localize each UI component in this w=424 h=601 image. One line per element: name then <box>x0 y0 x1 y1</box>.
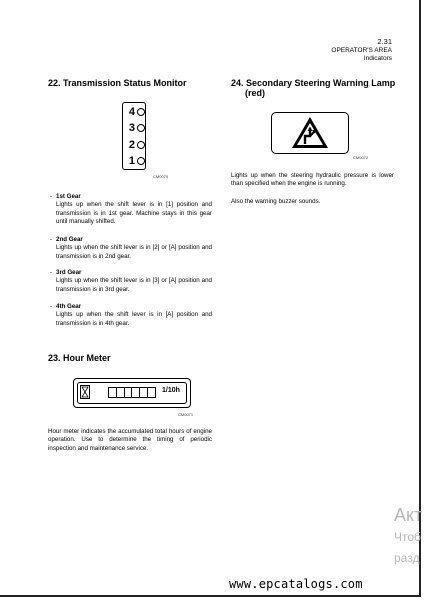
site-watermark: www.epcatalogs.com <box>229 577 363 591</box>
section-24-title-line1: 24. Secondary Steering Warning Lamp <box>231 78 396 88</box>
activation-watermark-line3: разд <box>394 551 420 565</box>
gear-item-title: - 4th Gear <box>56 303 212 311</box>
gear-label: 2 <box>128 139 135 151</box>
hour-meter-figure <box>73 378 191 408</box>
figure-code: CM0070 <box>153 174 169 179</box>
gear-1-indicator <box>126 154 148 168</box>
page-header <box>331 38 392 64</box>
gear-label: 3 <box>128 122 135 134</box>
hour-meter-text: Hour meter indicates the accumulated total hours of engine operation. Use to determine the timing of periodic inspection and maintenance service. <box>48 428 212 452</box>
gear-item-2 <box>56 236 212 261</box>
section-23-title: 23. Hour Meter <box>48 353 111 363</box>
gear-item-3 <box>56 269 212 294</box>
gear-item-text: Lights up when the shift lever is in [1] position and transmission is in 1st gear. Machine stays in this gear until manually shifted. <box>56 201 212 226</box>
gear-item-title: - 2nd Gear <box>56 236 212 244</box>
meter-digits <box>108 387 156 398</box>
gear-item-title: - 1st Gear <box>56 193 212 201</box>
lamp-circle-icon <box>137 124 145 132</box>
subsection-name: Indicators <box>363 55 392 62</box>
page-number: 2.31 <box>377 37 392 46</box>
lamp-circle-icon <box>137 108 145 116</box>
gear-4-indicator <box>126 105 148 119</box>
section-24-title <box>231 78 396 98</box>
lamp-circle-icon <box>137 141 145 149</box>
transmission-monitor-figure <box>122 102 146 170</box>
figure-code: CM0071 <box>178 412 194 417</box>
gear-item-4 <box>56 303 212 328</box>
section-name: OPERATOR'S AREA <box>331 46 392 54</box>
lamp-circle-icon <box>137 157 145 165</box>
gear-item-text: Lights up when the shift lever is in [3] or [A] position and transmission is in 3rd gear. <box>56 277 212 293</box>
steering-lamp-text-2: Also the warning buzzer sounds. <box>231 198 321 205</box>
gear-item-title: - 3rd Gear <box>56 269 212 277</box>
activation-watermark-line1: Акт <box>394 505 423 525</box>
gear-item-text: Lights up when the shift lever is in [A] position and transmission is in 4th gear. <box>56 311 212 327</box>
steering-warning-lamp-figure <box>271 112 349 154</box>
meter-unit-label: 1/10h <box>162 387 180 394</box>
gear-3-indicator <box>126 121 148 135</box>
gear-label: 4 <box>128 106 135 118</box>
section-22-title: 22. Transmission Status Monitor <box>48 78 187 88</box>
steering-lamp-text-1: Lights up when the steering hydraulic pressure is lower than specified when the engine is running. <box>231 172 394 188</box>
steering-warning-triangle-icon <box>272 113 348 153</box>
hourglass-icon <box>80 385 90 399</box>
section-24-title-line2: (red) <box>245 88 265 98</box>
gear-item-1 <box>56 193 212 227</box>
gear-2-indicator <box>126 138 148 152</box>
gear-item-text: Lights up when the shift lever is in [2] or [A] position and transmission is in 2nd gear. <box>56 244 212 260</box>
activation-watermark-line2: Чтоб <box>394 530 421 544</box>
gear-label: 1 <box>128 155 135 167</box>
figure-code: CM0072 <box>353 155 369 160</box>
